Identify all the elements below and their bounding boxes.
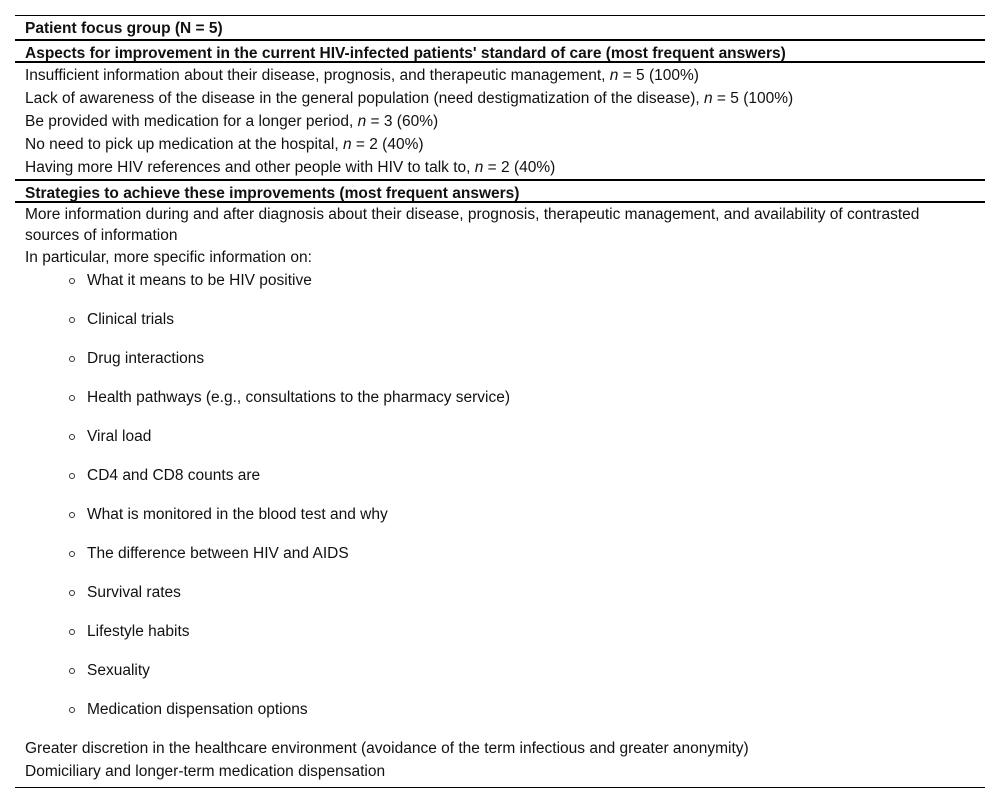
circle-bullet-icon xyxy=(69,551,75,557)
circle-bullet-icon xyxy=(69,590,75,596)
aspect-item: Insufficient information about their disease, prognosis, and therapeutic management, n = 5 (100%) xyxy=(25,67,699,84)
circle-bullet-icon xyxy=(69,512,75,518)
aspect-item: No need to pick up medication at the hospital, n = 2 (40%) xyxy=(25,136,424,153)
strategies-heading-row xyxy=(15,179,985,203)
strategy-discretion: Greater discretion in the healthcare environment (avoidance of the term infectious and greater anonymity) xyxy=(25,740,749,757)
strategy-particular: In particular, more specific information on: xyxy=(25,249,312,266)
aspects-heading-row xyxy=(15,39,985,63)
aspects-heading: Aspects for improvement in the current HIV-infected patients' standard of care (most frequent answers) xyxy=(25,45,786,62)
circle-bullet-icon xyxy=(69,707,75,713)
circle-bullet-icon xyxy=(69,668,75,674)
circle-bullet-icon xyxy=(69,317,75,323)
circle-bullet-icon xyxy=(69,395,75,401)
list-item: Medication dispensation options xyxy=(25,698,975,737)
circle-bullet-icon xyxy=(69,473,75,479)
circle-bullet-icon xyxy=(69,278,75,284)
strategies-body xyxy=(15,203,985,788)
list-item: What is monitored in the blood test and why xyxy=(25,503,975,542)
list-item: Clinical trials xyxy=(25,308,975,347)
strategy-intro: More information during and after diagnosis about their disease, prognosis, therapeutic management, and availability of contrasted sources of information xyxy=(25,206,920,244)
list-item: Health pathways (e.g., consultations to the pharmacy service) xyxy=(25,386,975,425)
aspect-item: Lack of awareness of the disease in the general population (need destigmatization of the disease), n = 5 (100%) xyxy=(25,90,794,107)
list-item: Drug interactions xyxy=(25,347,975,386)
circle-bullet-icon xyxy=(69,629,75,635)
aspects-list xyxy=(15,63,985,179)
strategies-heading: Strategies to achieve these improvements (most frequent answers) xyxy=(25,185,520,202)
list-item: Survival rates xyxy=(25,581,975,620)
list-item: Viral load xyxy=(25,425,975,464)
info-topics-list xyxy=(25,269,975,737)
list-item: Sexuality xyxy=(25,659,975,698)
circle-bullet-icon xyxy=(69,434,75,440)
focus-group-table xyxy=(15,15,985,788)
list-item: Lifestyle habits xyxy=(25,620,975,659)
aspect-item: Be provided with medication for a longer period, n = 3 (60%) xyxy=(25,113,439,130)
circle-bullet-icon xyxy=(69,356,75,362)
group-header: Patient focus group (N = 5) xyxy=(25,20,223,37)
group-header-row xyxy=(15,15,985,39)
list-item: CD4 and CD8 counts are xyxy=(25,464,975,503)
list-item: What it means to be HIV positive xyxy=(25,269,975,308)
strategy-domiciliary: Domiciliary and longer-term medication dispensation xyxy=(25,763,386,780)
aspect-item: Having more HIV references and other people with HIV to talk to, n = 2 (40%) xyxy=(25,159,556,176)
list-item: The difference between HIV and AIDS xyxy=(25,542,975,581)
